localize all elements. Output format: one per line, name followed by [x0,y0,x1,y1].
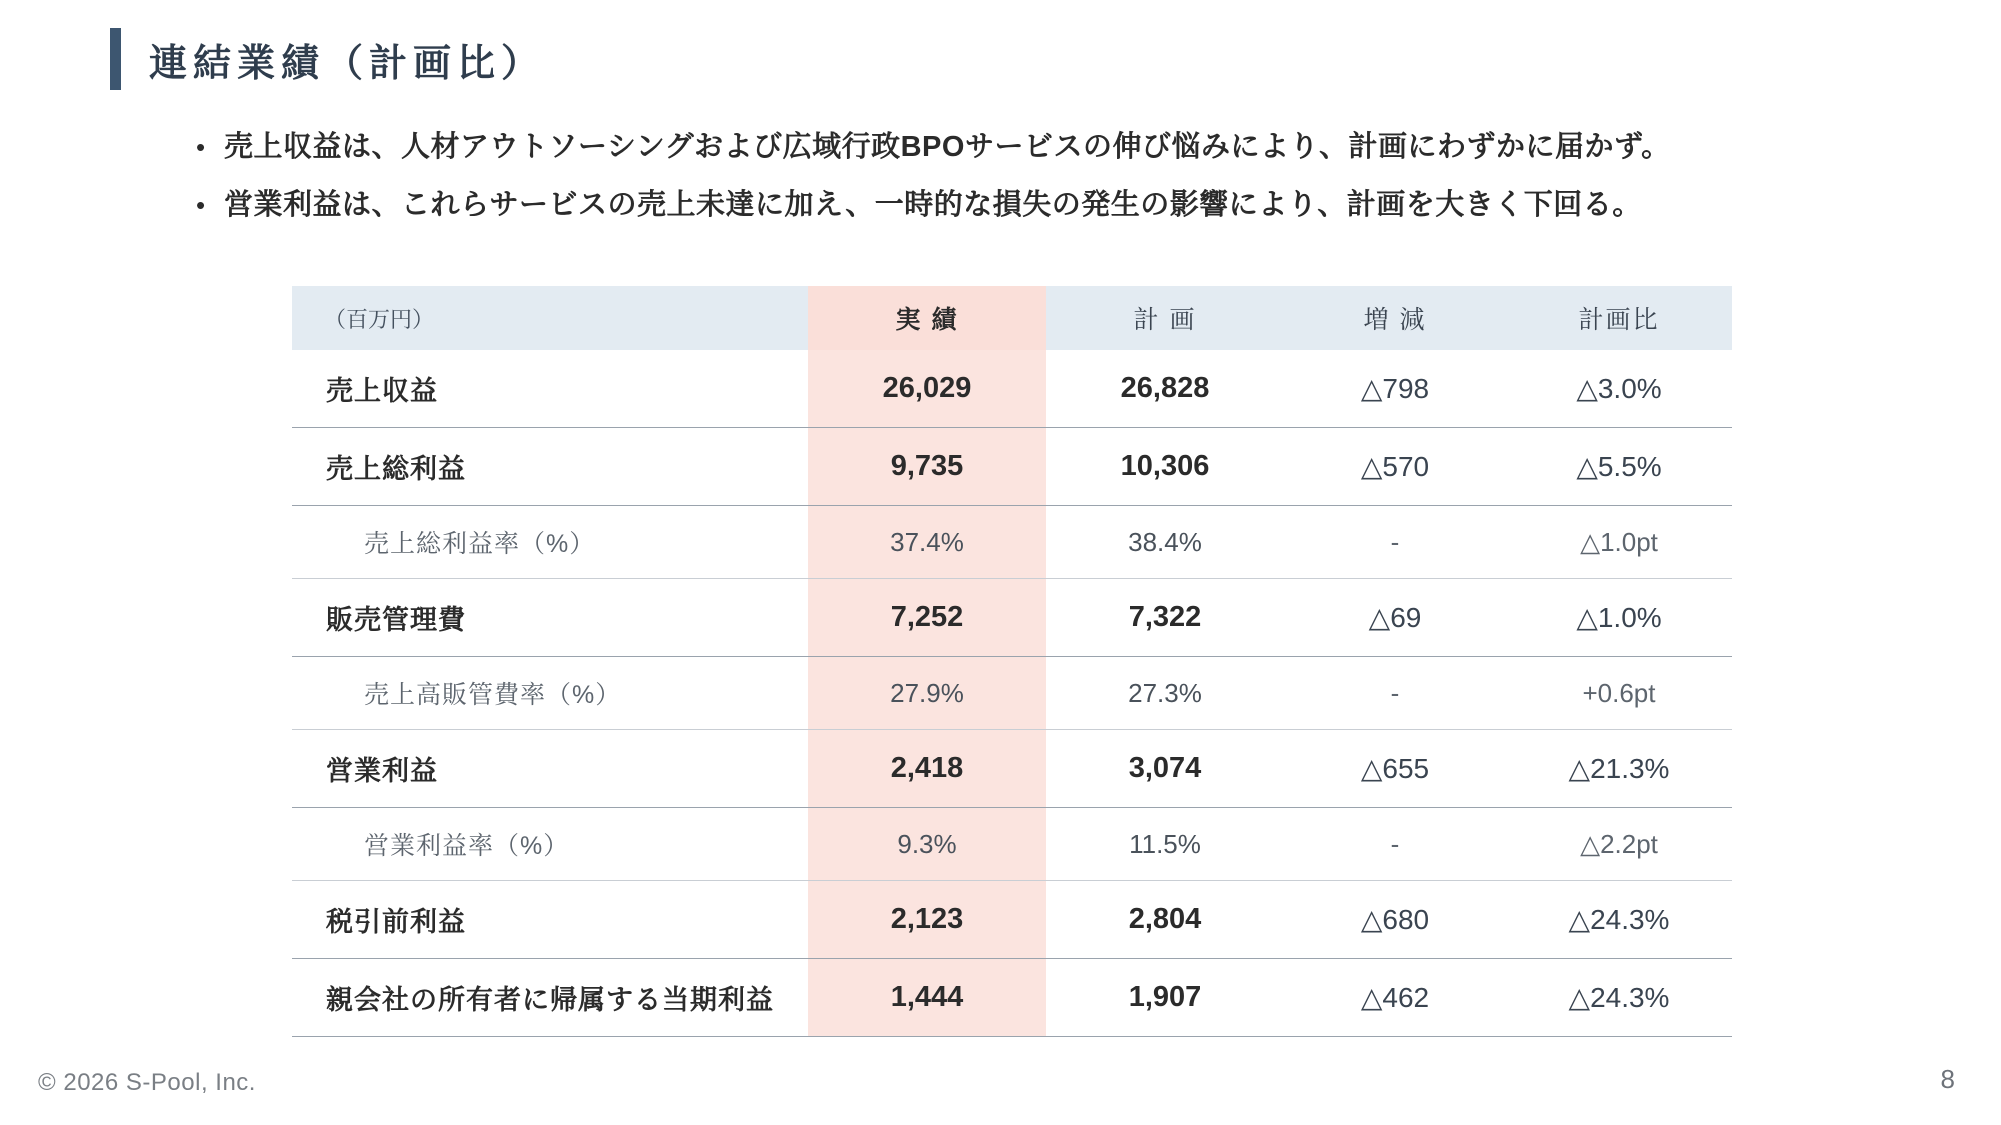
row-ratio: +0.6pt [1506,657,1732,730]
row-label: 販売管理費 [292,579,808,657]
row-ratio: △2.2pt [1506,808,1732,881]
table-row [292,881,1732,959]
bullet-list [190,127,1890,243]
copyright-text: © 2026 S-Pool, Inc. [38,1069,256,1096]
column-header-unit: （百万円） [292,286,808,350]
page-number: 8 [1940,1064,1955,1094]
row-actual: 7,252 [808,579,1046,657]
row-actual: 27.9% [808,657,1046,730]
row-delta: △570 [1284,428,1506,506]
row-delta: - [1284,506,1506,579]
row-label: 営業利益率（%） [292,808,808,881]
table-row [292,808,1732,881]
table-row [292,506,1732,579]
bullet-dot-icon: • [196,132,206,162]
financial-table-container [292,286,1732,1037]
row-actual: 1,444 [808,959,1046,1037]
row-plan: 38.4% [1046,506,1284,579]
list-item [190,127,1890,167]
row-actual: 2,418 [808,730,1046,808]
list-item [190,185,1890,225]
row-ratio: △1.0pt [1506,506,1732,579]
row-plan: 11.5% [1046,808,1284,881]
row-ratio: △5.5% [1506,428,1732,506]
row-plan: 27.3% [1046,657,1284,730]
row-actual: 37.4% [808,506,1046,579]
row-label: 営業利益 [292,730,808,808]
row-plan: 10,306 [1046,428,1284,506]
row-delta: △69 [1284,579,1506,657]
row-ratio: △24.3% [1506,881,1732,959]
row-ratio: △24.3% [1506,959,1732,1037]
table-row [292,730,1732,808]
column-header-actual: 実 績 [808,286,1046,350]
row-plan: 3,074 [1046,730,1284,808]
row-delta: △655 [1284,730,1506,808]
bullet-dot-icon: • [196,190,206,220]
column-header-plan: 計 画 [1046,286,1284,350]
row-delta: △462 [1284,959,1506,1037]
table-row [292,350,1732,428]
row-plan: 1,907 [1046,959,1284,1037]
row-actual: 9,735 [808,428,1046,506]
row-ratio: △1.0% [1506,579,1732,657]
row-delta: - [1284,657,1506,730]
row-actual: 26,029 [808,350,1046,428]
row-ratio: △21.3% [1506,730,1732,808]
table-row [292,428,1732,506]
bullet-text: 売上収益は、人材アウトソーシングおよび広域行政BPOサービスの伸び悩みにより、計画にわずかに届かず。 [224,131,1671,163]
row-label: 親会社の所有者に帰属する当期利益 [292,959,808,1037]
row-label: 売上総利益 [292,428,808,506]
title-accent-bar [110,28,121,90]
bullet-text: 営業利益は、これらサービスの売上未達に加え、一時的な損失の発生の影響により、計画を大きく下回る。 [224,189,1642,221]
row-plan: 26,828 [1046,350,1284,428]
row-ratio: △3.0% [1506,350,1732,428]
row-label: 売上高販管費率（%） [292,657,808,730]
page-title [110,28,545,90]
row-delta: △798 [1284,350,1506,428]
column-header-delta: 増 減 [1284,286,1506,350]
row-label: 税引前利益 [292,881,808,959]
table-row [292,657,1732,730]
row-actual: 2,123 [808,881,1046,959]
financial-table [292,286,1732,1037]
row-delta: - [1284,808,1506,881]
column-header-ratio: 計画比 [1506,286,1732,350]
table-header-row [292,286,1732,350]
table-row [292,959,1732,1037]
row-plan: 7,322 [1046,579,1284,657]
table-row [292,579,1732,657]
row-delta: △680 [1284,881,1506,959]
row-label: 売上総利益率（%） [292,506,808,579]
row-label: 売上収益 [292,350,808,428]
title-text: 連結業績（計画比） [149,42,546,85]
row-actual: 9.3% [808,808,1046,881]
row-plan: 2,804 [1046,881,1284,959]
